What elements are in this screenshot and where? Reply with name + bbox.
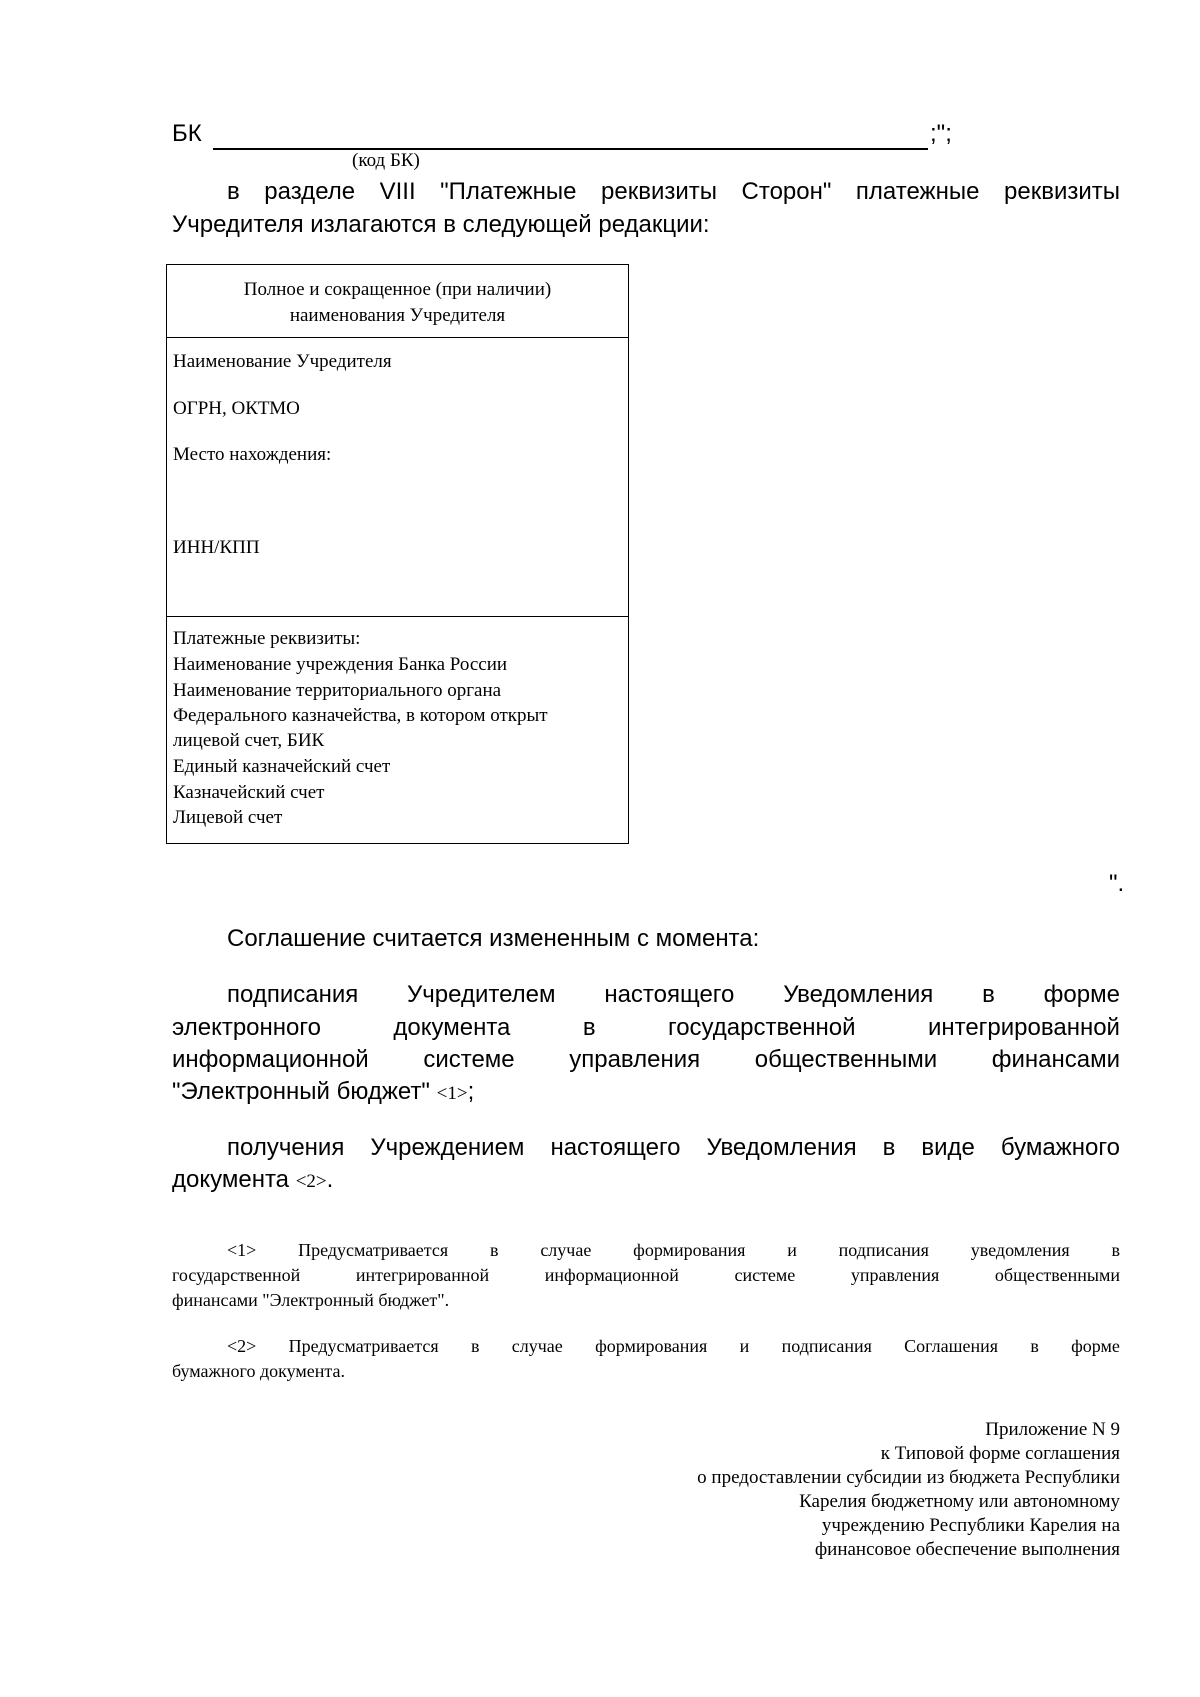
bk-suffix: ;";: [930, 120, 952, 147]
ogrn-oktmo-label: ОГРН, ОКТМО: [173, 398, 300, 419]
signing-line-4: [172, 1078, 474, 1106]
appendix-header: [697, 1418, 1120, 1562]
footnote-word: системе: [734, 1265, 796, 1285]
footnote-word: форме: [1071, 1336, 1120, 1356]
footnote-2-line-1: [227, 1336, 1120, 1357]
footnote-word: в: [1111, 1240, 1120, 1260]
inn-kpp-label: ИНН/КПП: [173, 537, 260, 558]
footnote-word: уведомления: [970, 1240, 1070, 1260]
personal-account-label: Лицевой счет: [173, 807, 283, 828]
footnote-word: в: [489, 1240, 499, 1260]
bk-caption: (код БК): [352, 150, 420, 171]
signing-word: управления: [569, 1046, 701, 1073]
signing-word: системе: [423, 1046, 515, 1073]
footnote-word: Предусматривается: [288, 1336, 439, 1356]
receipt-document-word: документа: [172, 1166, 290, 1193]
signing-word: документа: [393, 1014, 511, 1041]
signing-word: государственной: [667, 1014, 856, 1041]
receipt-word: виде: [921, 1134, 975, 1161]
treasury-body-label-3: лицевой счет, БИК: [173, 730, 325, 751]
founder-name-label: Наименование Учредителя: [173, 351, 392, 372]
footnote-word: формирования: [595, 1336, 708, 1356]
appendix-line: Карелия бюджетному или автономному: [799, 1491, 1120, 1512]
receipt-word: бумажного: [1000, 1134, 1120, 1161]
footnote-word: государственной: [172, 1265, 301, 1285]
table-divider-1: [167, 337, 628, 338]
appendix-title: Приложение N 9: [985, 1419, 1120, 1440]
receipt-line-1: [227, 1134, 1120, 1162]
bk-underline: [213, 148, 928, 150]
footnote-1-line-2: [172, 1265, 1120, 1286]
treasury-body-label-1: Наименование территориального органа: [173, 680, 502, 701]
footnote-1-line-1: [227, 1240, 1120, 1261]
footnote-word: в: [470, 1336, 480, 1356]
footnote-ref-1[interactable]: <1>: [436, 1083, 468, 1104]
receipt-word: Уведомления: [706, 1134, 857, 1161]
single-treasury-account-label: Единый казначейский счет: [173, 756, 391, 777]
signing-word: общественными: [754, 1046, 938, 1073]
bk-label: БК: [172, 120, 202, 147]
closing-quote: ".: [1109, 870, 1125, 897]
footnote-word: Предусматривается: [298, 1240, 449, 1260]
signing-word: в: [982, 981, 995, 1008]
signing-word: интегрированной: [927, 1014, 1120, 1041]
payment-requisites-title: Платежные реквизиты:: [173, 628, 361, 649]
treasury-account-label: Казначейский счет: [173, 782, 325, 803]
footnote-word: случае: [511, 1336, 563, 1356]
appendix-line: финансовое обеспечение выполнения: [814, 1539, 1120, 1560]
receipt-word: настоящего: [550, 1134, 681, 1161]
footnote-word: подписания: [838, 1240, 929, 1260]
signing-word: информационной: [172, 1046, 369, 1073]
footnote-1-line-3: финансами "Электронный бюджет".: [172, 1290, 450, 1310]
receipt-word: Учреждением: [370, 1134, 525, 1161]
footnote-ref-2[interactable]: <2>: [295, 1171, 327, 1192]
signing-word: подписания: [227, 981, 359, 1008]
footnote-word: случае: [540, 1240, 592, 1260]
footnote-word: общественными: [994, 1265, 1120, 1285]
footnote-word: формирования: [633, 1240, 746, 1260]
table-header: [167, 277, 628, 329]
footnote-word: интегрированной: [355, 1265, 490, 1285]
table-header-line-2: наименования Учредителя: [289, 305, 506, 326]
footnote-word: <2>: [227, 1336, 257, 1356]
footnote-word: и: [739, 1336, 750, 1356]
receipt-word: в: [882, 1134, 896, 1161]
footnote-word: информационной: [544, 1265, 679, 1285]
signing-word: финансами: [991, 1046, 1120, 1073]
footnote-word: в: [1030, 1336, 1039, 1356]
footnote-word: управления: [850, 1265, 940, 1285]
footnote-2-line-2: бумажного документа.: [172, 1361, 345, 1381]
signing-word: электронного: [172, 1014, 321, 1041]
location-label: Место нахождения:: [173, 444, 332, 465]
signing-word: форме: [1043, 981, 1120, 1008]
signing-word: в: [582, 1014, 596, 1041]
treasury-body-label-2: Федерального казначейства, в котором открыт: [173, 705, 548, 726]
intro-line-2: Учредителя излагаются в следующей редакции:: [172, 211, 710, 238]
signing-line-1: [227, 981, 1120, 1009]
signing-line-end: ;: [467, 1078, 475, 1105]
bank-name-label: Наименование учреждения Банка России: [173, 654, 508, 675]
footnote-word: <1>: [227, 1240, 257, 1260]
electronic-budget-name: "Электронный бюджет": [172, 1078, 430, 1105]
receipt-line-end: .: [326, 1166, 334, 1193]
appendix-line: о предоставлении субсидии из бюджета Республики: [697, 1467, 1120, 1488]
table-divider-2: [167, 616, 628, 617]
signing-word: Учредителем: [407, 981, 556, 1008]
signing-line-3: [172, 1046, 1120, 1074]
founder-requisites-table: [166, 264, 629, 844]
agreement-changed-text: Соглашение считается измененным с момента:: [227, 925, 760, 952]
receipt-word: получения: [227, 1134, 345, 1161]
signing-line-2: [172, 1014, 1120, 1042]
intro-line-1: в разделе VIII "Платежные реквизиты Сторон" платежные реквизиты: [227, 178, 1120, 205]
footnote-word: и: [787, 1240, 797, 1260]
receipt-line-2: [172, 1166, 333, 1194]
appendix-line: учреждению Республики Карелия на: [821, 1515, 1120, 1536]
footnote-word: Соглашения: [904, 1336, 999, 1356]
footnote-word: подписания: [781, 1336, 872, 1356]
table-header-line-1: Полное и сокращенное (при наличии): [243, 279, 552, 300]
appendix-line: к Типовой форме соглашения: [880, 1443, 1120, 1464]
signing-word: настоящего: [604, 981, 735, 1008]
signing-word: Уведомления: [783, 981, 934, 1008]
